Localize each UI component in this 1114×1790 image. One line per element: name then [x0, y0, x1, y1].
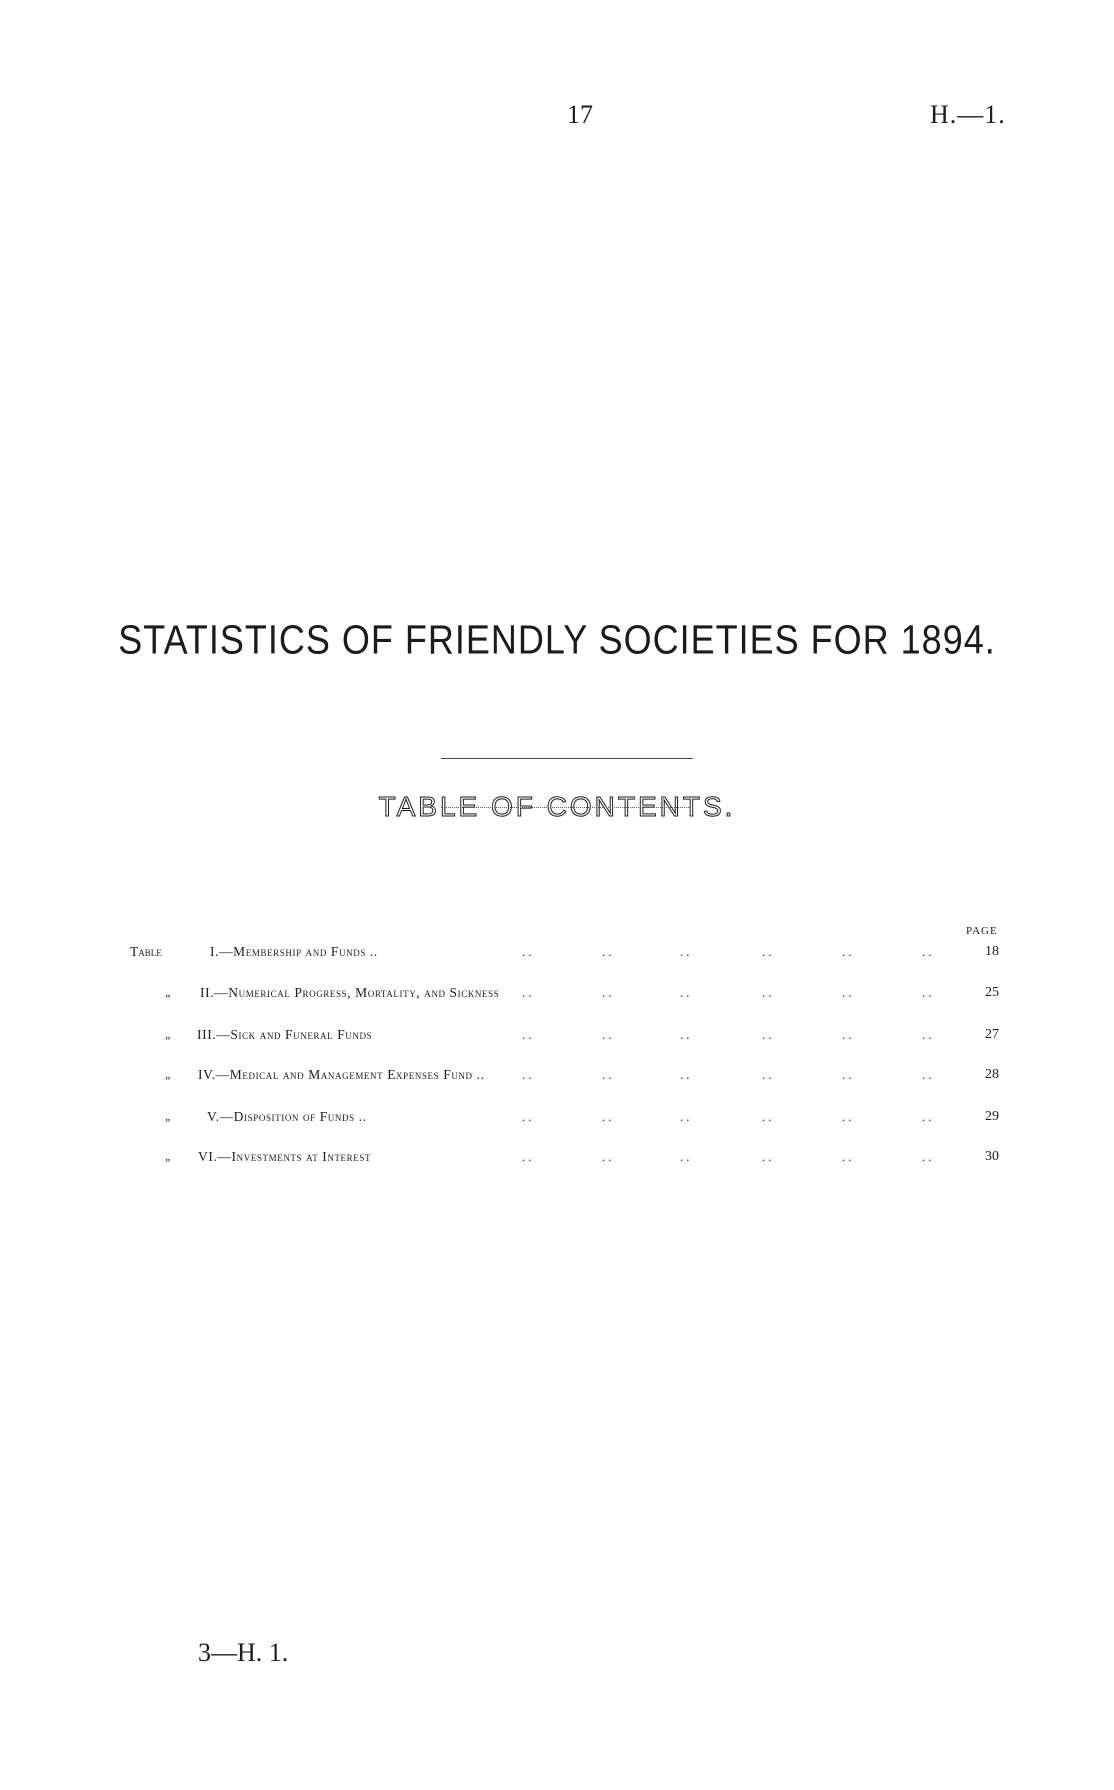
sheet-signature: 3—H. 1. — [198, 1638, 289, 1667]
toc-label: I.—Membership and Funds .. — [210, 944, 378, 959]
toc-prefix: „ — [165, 1027, 172, 1041]
leader-dots: .. — [842, 985, 855, 1000]
page-number: 17 — [567, 100, 593, 129]
leader-dots: .. — [762, 1109, 775, 1124]
toc-prefix: „ — [165, 1149, 172, 1163]
heading-rule-bottom — [441, 807, 693, 808]
leader-dots: .. — [762, 985, 775, 1000]
contents-heading: TABLE OF CONTENTS. — [378, 791, 736, 823]
leader-dots: .. — [680, 1027, 693, 1042]
page-column-label: PAGE — [966, 925, 998, 937]
leader-dots: .. — [522, 1109, 535, 1124]
toc-page: 25 — [985, 985, 999, 1000]
leader-dots: .. — [842, 944, 855, 959]
leader-dots: .. — [522, 1149, 535, 1164]
leader-dots: .. — [762, 1067, 775, 1082]
toc-row — [0, 1109, 1114, 1133]
leader-dots: .. — [602, 944, 615, 959]
toc-row — [0, 1027, 1114, 1051]
toc-label: III.—Sick and Funeral Funds — [197, 1027, 373, 1042]
toc-prefix: „ — [165, 985, 172, 999]
leader-dots: .. — [602, 1109, 615, 1124]
toc-label: V.—Disposition of Funds .. — [207, 1109, 367, 1124]
leader-dots: .. — [762, 1027, 775, 1042]
toc-page: 27 — [985, 1027, 999, 1042]
leader-dots: .. — [922, 1067, 935, 1082]
toc-page: 29 — [985, 1109, 999, 1124]
leader-dots: .. — [680, 985, 693, 1000]
leader-dots: .. — [680, 1149, 693, 1164]
toc-page: 18 — [985, 944, 999, 959]
leader-dots: .. — [842, 1149, 855, 1164]
leader-dots: .. — [602, 1149, 615, 1164]
leader-dots: .. — [522, 944, 535, 959]
leader-dots: .. — [922, 1027, 935, 1042]
leader-dots: .. — [762, 944, 775, 959]
toc-row — [0, 985, 1114, 1009]
toc-prefix: Table — [130, 944, 162, 959]
toc-row — [0, 1067, 1114, 1091]
leader-dots: .. — [922, 944, 935, 959]
toc-page: 28 — [985, 1067, 999, 1082]
leader-dots: .. — [922, 985, 935, 1000]
leader-dots: .. — [602, 985, 615, 1000]
leader-dots: .. — [842, 1027, 855, 1042]
toc-prefix: „ — [165, 1067, 172, 1081]
leader-dots: .. — [522, 1067, 535, 1082]
leader-dots: .. — [922, 1109, 935, 1124]
leader-dots: .. — [522, 1027, 535, 1042]
leader-dots: .. — [602, 1027, 615, 1042]
toc-label: IV.—Medical and Management Expenses Fund .. — [198, 1067, 485, 1082]
toc-label: II.—Numerical Progress, Mortality, and Sickness — [200, 985, 500, 1000]
leader-dots: .. — [680, 1109, 693, 1124]
toc-page: 30 — [985, 1149, 999, 1164]
leader-dots: .. — [602, 1067, 615, 1082]
heading-rule-top — [441, 758, 693, 759]
toc-prefix: „ — [165, 1109, 172, 1123]
leader-dots: .. — [680, 1067, 693, 1082]
toc-row — [0, 1149, 1114, 1173]
leader-dots: .. — [762, 1149, 775, 1164]
leader-dots: .. — [842, 1067, 855, 1082]
leader-dots: .. — [522, 985, 535, 1000]
document-title: STATISTICS OF FRIENDLY SOCIETIES FOR 1894. — [118, 616, 996, 663]
leader-dots: .. — [842, 1109, 855, 1124]
leader-dots: .. — [922, 1149, 935, 1164]
toc-row — [0, 944, 1114, 968]
sheet-reference: H.—1. — [930, 100, 1006, 129]
toc-label: VI.—Investments at Interest — [198, 1149, 372, 1164]
leader-dots: .. — [680, 944, 693, 959]
